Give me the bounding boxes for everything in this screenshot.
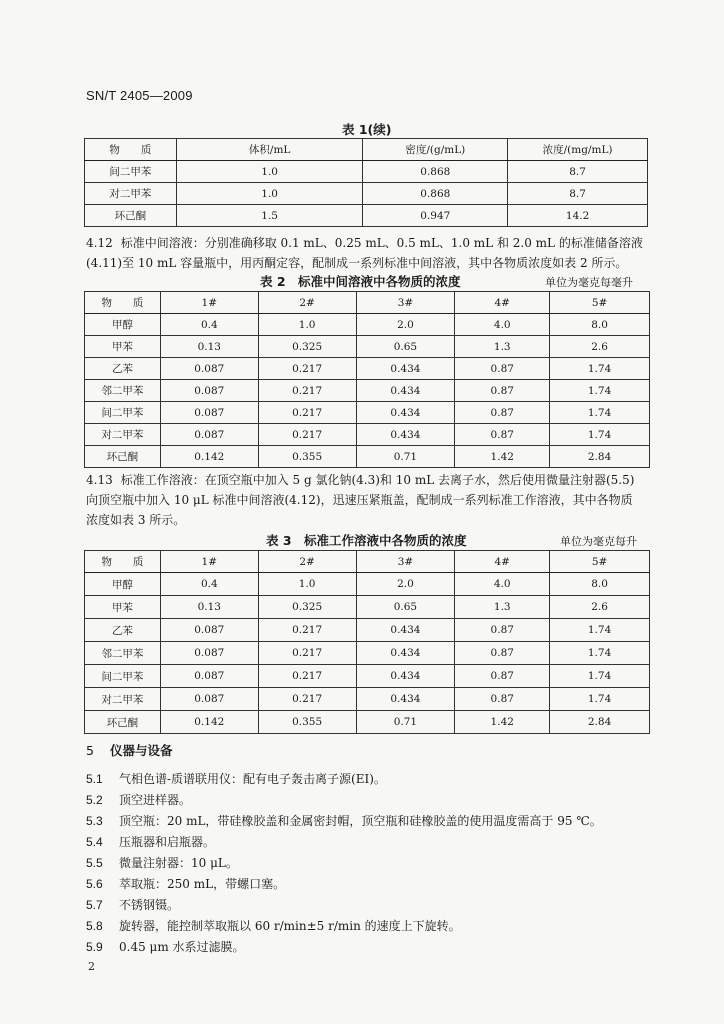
paragraph-number: 4.12 (86, 236, 113, 250)
table-cell: 0.434 (356, 619, 455, 642)
paragraph-line: (4.11)至 10 mL 容量瓶中，用丙酮定容，配制成一系列标准中间溶液，其中各物质浓度如表 2 所示。 (86, 256, 628, 270)
table3-header-row (85, 551, 650, 573)
table-cell: 0.65 (356, 336, 455, 358)
table-cell: 0.087 (160, 665, 258, 688)
table-row (85, 619, 650, 642)
table1 (84, 138, 648, 227)
table3-caption: 表 3 标准工作溶液中各物质的浓度 (266, 533, 467, 548)
table2-header-cell: 物 质 (85, 292, 161, 314)
table1-caption: 表 1(续) (342, 122, 392, 137)
table2-header-cell: 3# (356, 292, 455, 314)
table1-header-cell: 体积/mL (176, 139, 363, 161)
paragraph-line: 向顶空瓶中加入 10 μL 标准中间溶液(4.12)，迅速压紧瓶盖，配制成一系列标准工作溶液，其中各物质 (86, 493, 633, 507)
table-cell: 8.0 (550, 573, 650, 596)
item-number: 5.6 (86, 877, 103, 891)
table3-header-cell: 3# (356, 551, 455, 573)
item-text: 旋转器，能控制萃取瓶以 60 r/min±5 r/min 的速度上下旋转。 (119, 919, 461, 933)
table-cell: 0.868 (363, 161, 508, 183)
table-cell: 0.868 (363, 183, 508, 205)
item-number: 5.5 (86, 856, 103, 870)
table-row (85, 161, 648, 183)
table-cell: 0.217 (258, 665, 356, 688)
item-number: 5.4 (86, 835, 103, 849)
table-cell: 4.0 (455, 573, 550, 596)
list-item (86, 812, 656, 830)
table-cell: 0.087 (160, 402, 258, 424)
table-cell: 甲醇 (85, 573, 161, 596)
paragraph-line: 标准中间溶液：分别准确移取 0.1 mL、0.25 mL、0.5 mL、1.0 mL 和 2.0 mL 的标准储备溶液 (120, 236, 643, 250)
table-cell: 0.71 (356, 446, 455, 468)
table-cell: 2.84 (550, 446, 650, 468)
table-cell: 1.74 (550, 665, 650, 688)
table-cell: 1.3 (455, 596, 550, 619)
item-number: 5.3 (86, 814, 103, 828)
table-cell: 2.84 (550, 711, 650, 734)
table3-header-cell: 4# (455, 551, 550, 573)
list-item (86, 770, 656, 788)
list-item (86, 833, 656, 851)
table-cell: 8.7 (508, 183, 648, 205)
item-number: 5.7 (86, 898, 103, 912)
table-cell: 0.87 (455, 688, 550, 711)
table-cell: 1.74 (550, 642, 650, 665)
item-text: 顶空进样器。 (119, 793, 192, 807)
table-cell: 1.74 (550, 688, 650, 711)
table-cell: 0.13 (160, 596, 258, 619)
table-row (85, 183, 648, 205)
item-text: 不锈钢镊。 (119, 898, 180, 912)
table-cell: 0.65 (356, 596, 455, 619)
table-row (85, 688, 650, 711)
table-cell: 0.087 (160, 424, 258, 446)
table-cell: 对二甲苯 (85, 183, 177, 205)
table-cell: 2.0 (356, 573, 455, 596)
table-cell: 0.087 (160, 642, 258, 665)
table-row (85, 380, 650, 402)
table-cell: 甲醇 (85, 314, 161, 336)
table-cell: 1.74 (550, 619, 650, 642)
table-cell: 0.87 (455, 642, 550, 665)
table-cell: 0.217 (258, 358, 356, 380)
table-cell: 1.0 (176, 161, 363, 183)
table-row (85, 358, 650, 380)
table-cell: 乙苯 (85, 619, 161, 642)
table2-header-cell: 4# (455, 292, 550, 314)
table-cell: 0.4 (160, 573, 258, 596)
table-cell: 0.217 (258, 424, 356, 446)
item-text: 压瓶器和启瓶器。 (119, 835, 216, 849)
section-heading (86, 741, 173, 759)
item-number: 5.1 (86, 772, 103, 786)
table-cell: 0.087 (160, 619, 258, 642)
table2-header-cell: 5# (550, 292, 650, 314)
table1-header-cell: 物 质 (85, 139, 177, 161)
table-cell: 邻二甲苯 (85, 642, 161, 665)
table-cell: 8.7 (508, 161, 648, 183)
table-row (85, 336, 650, 358)
table3 (84, 550, 650, 734)
list-item (86, 917, 656, 935)
table-row (85, 446, 650, 468)
table-row (85, 596, 650, 619)
table-cell: 0.325 (258, 336, 356, 358)
table-cell: 环己酮 (85, 711, 161, 734)
table2-header-row (85, 292, 650, 314)
table-cell: 甲苯 (85, 336, 161, 358)
table-cell: 0.434 (356, 380, 455, 402)
table-cell: 0.87 (455, 424, 550, 446)
table3-header-cell: 1# (160, 551, 258, 573)
table-row (85, 424, 650, 446)
table-cell: 0.142 (160, 446, 258, 468)
item-number: 5.9 (86, 940, 103, 954)
table-row (85, 711, 650, 734)
item-text: 萃取瓶：250 mL，带螺口塞。 (119, 877, 286, 891)
paragraph-number: 4.13 (86, 473, 113, 487)
table-cell: 1.74 (550, 358, 650, 380)
list-item (86, 938, 656, 956)
paragraph-line: 浓度如表 3 所示。 (86, 513, 186, 527)
table-cell: 0.434 (356, 665, 455, 688)
table3-header-cell: 5# (550, 551, 650, 573)
item-number: 5.8 (86, 919, 103, 933)
table-cell: 0.087 (160, 688, 258, 711)
table3-header-cell: 物 质 (85, 551, 161, 573)
table-cell: 0.4 (160, 314, 258, 336)
table1-header-cell: 密度/(g/mL) (363, 139, 508, 161)
table1-header-row (85, 139, 648, 161)
section-number: 5 (86, 743, 94, 758)
table-cell: 环己酮 (85, 446, 161, 468)
table-cell: 0.87 (455, 358, 550, 380)
table-cell: 环己酮 (85, 205, 177, 227)
table-cell: 8.0 (550, 314, 650, 336)
list-item (86, 875, 656, 893)
table-cell: 0.947 (363, 205, 508, 227)
table-cell: 对二甲苯 (85, 688, 161, 711)
table-cell: 1.3 (455, 336, 550, 358)
table-cell: 0.434 (356, 424, 455, 446)
paragraph-line: 标准工作溶液：在顶空瓶中加入 5 g 氯化钠(4.3)和 10 mL 去离子水，然后使用微量注射器(5.5) (120, 473, 635, 487)
table-cell: 0.434 (356, 358, 455, 380)
page-number: 2 (88, 960, 95, 973)
table2-header-cell: 2# (258, 292, 356, 314)
table-cell: 0.87 (455, 665, 550, 688)
table-cell: 14.2 (508, 205, 648, 227)
table-row (85, 314, 650, 336)
table-cell: 乙苯 (85, 358, 161, 380)
table-cell: 0.325 (258, 596, 356, 619)
table-cell: 0.434 (356, 688, 455, 711)
table-cell: 邻二甲苯 (85, 380, 161, 402)
table-cell: 0.087 (160, 380, 258, 402)
table-cell: 0.217 (258, 380, 356, 402)
table-cell: 1.74 (550, 424, 650, 446)
table-cell: 间二甲苯 (85, 161, 177, 183)
item-number: 5.2 (86, 793, 103, 807)
table1-header-cell: 浓度/(mg/mL) (508, 139, 648, 161)
table-cell: 间二甲苯 (85, 665, 161, 688)
table-cell: 1.42 (455, 446, 550, 468)
table-cell: 0.13 (160, 336, 258, 358)
table-cell: 1.42 (455, 711, 550, 734)
table-cell: 0.87 (455, 380, 550, 402)
table-cell: 1.0 (176, 183, 363, 205)
standard-code: SN/T 2405—2009 (86, 88, 193, 103)
table-cell: 0.355 (258, 711, 356, 734)
table-cell: 1.5 (176, 205, 363, 227)
list-item (86, 896, 656, 914)
table3-header-cell: 2# (258, 551, 356, 573)
table-cell: 0.434 (356, 642, 455, 665)
table-cell: 4.0 (455, 314, 550, 336)
table-cell: 0.217 (258, 402, 356, 424)
table-cell: 0.87 (455, 619, 550, 642)
table-cell: 2.6 (550, 596, 650, 619)
table2-caption: 表 2 标准中间溶液中各物质的浓度 (260, 274, 461, 289)
table-cell: 0.355 (258, 446, 356, 468)
table-cell: 0.71 (356, 711, 455, 734)
paragraph-4-13 (86, 470, 651, 530)
table-cell: 间二甲苯 (85, 402, 161, 424)
table2-unit: 单位为毫克每毫升 (545, 276, 633, 289)
item-text: 0.45 μm 水系过滤膜。 (119, 940, 245, 954)
table-cell: 对二甲苯 (85, 424, 161, 446)
table-cell: 1.74 (550, 402, 650, 424)
table-cell: 0.87 (455, 402, 550, 424)
item-text: 微量注射器：10 μL。 (119, 856, 238, 870)
table-cell: 1.0 (258, 573, 356, 596)
item-text: 气相色谱-质谱联用仪：配有电子轰击离子源(EI)。 (119, 772, 386, 786)
table-row (85, 573, 650, 596)
table-cell: 0.434 (356, 402, 455, 424)
table-cell: 0.217 (258, 642, 356, 665)
table-cell: 2.6 (550, 336, 650, 358)
table-cell: 0.217 (258, 688, 356, 711)
table2 (84, 291, 650, 468)
table-cell: 1.0 (258, 314, 356, 336)
paragraph-4-12 (86, 233, 651, 273)
table-cell: 0.142 (160, 711, 258, 734)
table-cell: 2.0 (356, 314, 455, 336)
table-row (85, 642, 650, 665)
table-row (85, 402, 650, 424)
table3-unit: 单位为毫克每升 (560, 535, 637, 548)
item-text: 顶空瓶：20 mL，带硅橡胶盖和金属密封帽，顶空瓶和硅橡胶盖的使用温度需高于 95 ℃。 (119, 814, 602, 828)
table-row (85, 665, 650, 688)
list-item (86, 791, 656, 809)
table-cell: 1.74 (550, 380, 650, 402)
table-cell: 甲苯 (85, 596, 161, 619)
section-title: 仪器与设备 (110, 743, 173, 758)
list-item (86, 854, 656, 872)
table-cell: 0.217 (258, 619, 356, 642)
table2-header-cell: 1# (160, 292, 258, 314)
table-row (85, 205, 648, 227)
table-cell: 0.087 (160, 358, 258, 380)
